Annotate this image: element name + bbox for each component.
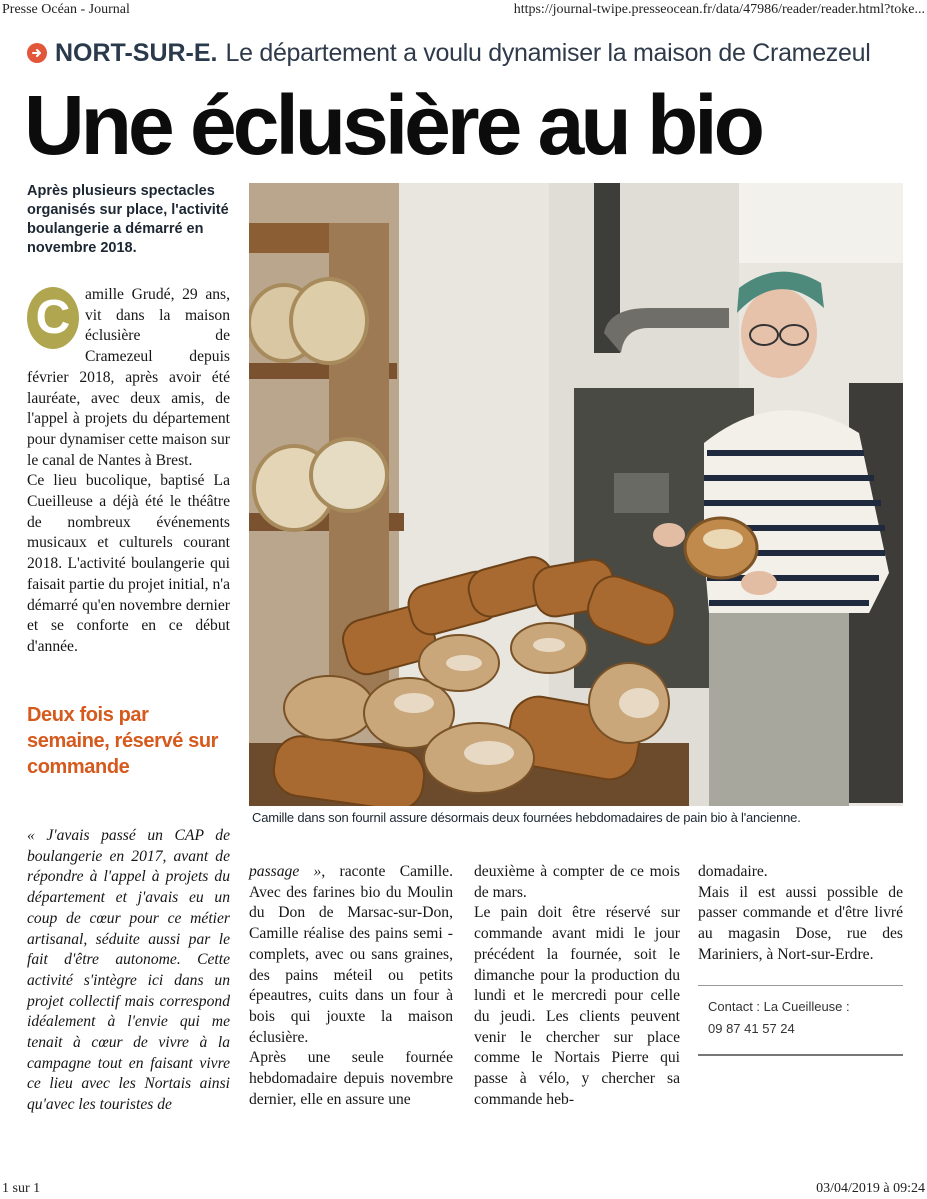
print-header-title: Presse Océan - Journal <box>2 2 130 17</box>
quote-end: passage » <box>249 863 322 880</box>
paragraph-schedule: Après une seule fournée hebdomadaire depuis novembre dernier, elle en assure une <box>249 1049 453 1108</box>
contact-phone: 09 87 41 57 24 <box>708 1021 795 1036</box>
headline: Une éclusière au bio <box>24 78 761 172</box>
paragraph-flours-text: , raconte Camille. Avec des farines bio du Moulin du Don de Marsac-sur-Don, Camille réalise des pains semi -complets, avec ou sans graines, des pains méteil ou petits épeautres, cuits dans un four à bois qui jouxte la maison éclusière. <box>249 863 453 1046</box>
lead-paragraph: Après plusieurs spectacles organisés sur place, l'activité boulangerie a démarré en novembre 2018. <box>27 183 229 256</box>
contact-label: Contact : La Cueilleuse : <box>708 999 850 1014</box>
arrow-right-circle-icon <box>27 43 47 63</box>
article-column-1 <box>27 285 230 658</box>
contact-box <box>698 985 903 1056</box>
article-photo <box>249 183 903 806</box>
paragraph-venue: Ce lieu bucolique, baptisé La Cueilleuse a déjà été le théâtre de nombreux événements musicaux et culturels courant 2018. L'activité boulangerie qui faisait partie du projet initial, n'a démarré qu'en novembre dernier et se conforte en ce début d'année. <box>27 472 230 655</box>
paragraph-ordering: Le pain doit être réservé sur commande avant midi le jour précédent la fournée, soit le dimanche pour la production du lundi et le mercredi pour celle du jeudi. Les clients peuvent venir le chercher sur place comme le Nortais Pierre qui passe à vélo, y chercher sa commande heb- <box>474 904 680 1108</box>
print-header-url: https://journal-twipe.presseocean.fr/data/47986/reader/reader.html?toke... <box>513 2 925 17</box>
subheading: Deux fois par semaine, réservé sur commande <box>27 704 219 778</box>
photo-caption: Camille dans son fournil assure désormais deux fournées hebdomadaires de pain bio à l'ancienne. <box>252 810 801 825</box>
article-kicker <box>27 36 870 70</box>
kicker-text: Le département a voulu dynamiser la maison de Cramezeul <box>225 38 871 67</box>
article-column-4 <box>698 862 903 966</box>
paragraph-intro: amille Grudé, 29 ans, vit dans la maison éclusière de Cramezeul depuis février 2018, après avoir été lauréate, avec deux amis, de l'appel à projets du département pour dynamiser cette maison sur le canal de Nantes à Brest. <box>27 286 230 469</box>
article-column-2 <box>249 862 453 1110</box>
paragraph-march: deuxième à compter de ce mois de mars. <box>474 863 680 901</box>
print-footer-page: 1 sur 1 <box>2 1181 41 1196</box>
quote-paragraph: « J'avais passé un CAP de boulangerie en 2017, avant de répondre à l'appel à projets du département et j'avais eu un coup de cœur pour ce métier artisanal, séduite aussi par le fait d'être autonome. Cette activité s'intègre ici dans un projet collectif mais correspond idéalement à l'envie qui me tenait à cœur de vivre à la campagne tout en faisant vivre ce lieu avec les Nortais ainsi qu'avec les touristes de <box>27 827 230 1114</box>
paragraph-flours <box>249 862 453 1048</box>
paragraph-weekly: domadaire. <box>698 863 768 880</box>
article-column-3 <box>474 862 680 1110</box>
print-footer-datetime: 03/04/2019 à 09:24 <box>816 1181 925 1196</box>
drop-cap: C <box>27 287 79 349</box>
paragraph-delivery: Mais il est aussi possible de passer commande et d'être livré au magasin Dose, rue des Mariniers, à Nort-sur-Erdre. <box>698 883 903 963</box>
kicker-place: NORT-SUR-E. <box>55 38 218 67</box>
